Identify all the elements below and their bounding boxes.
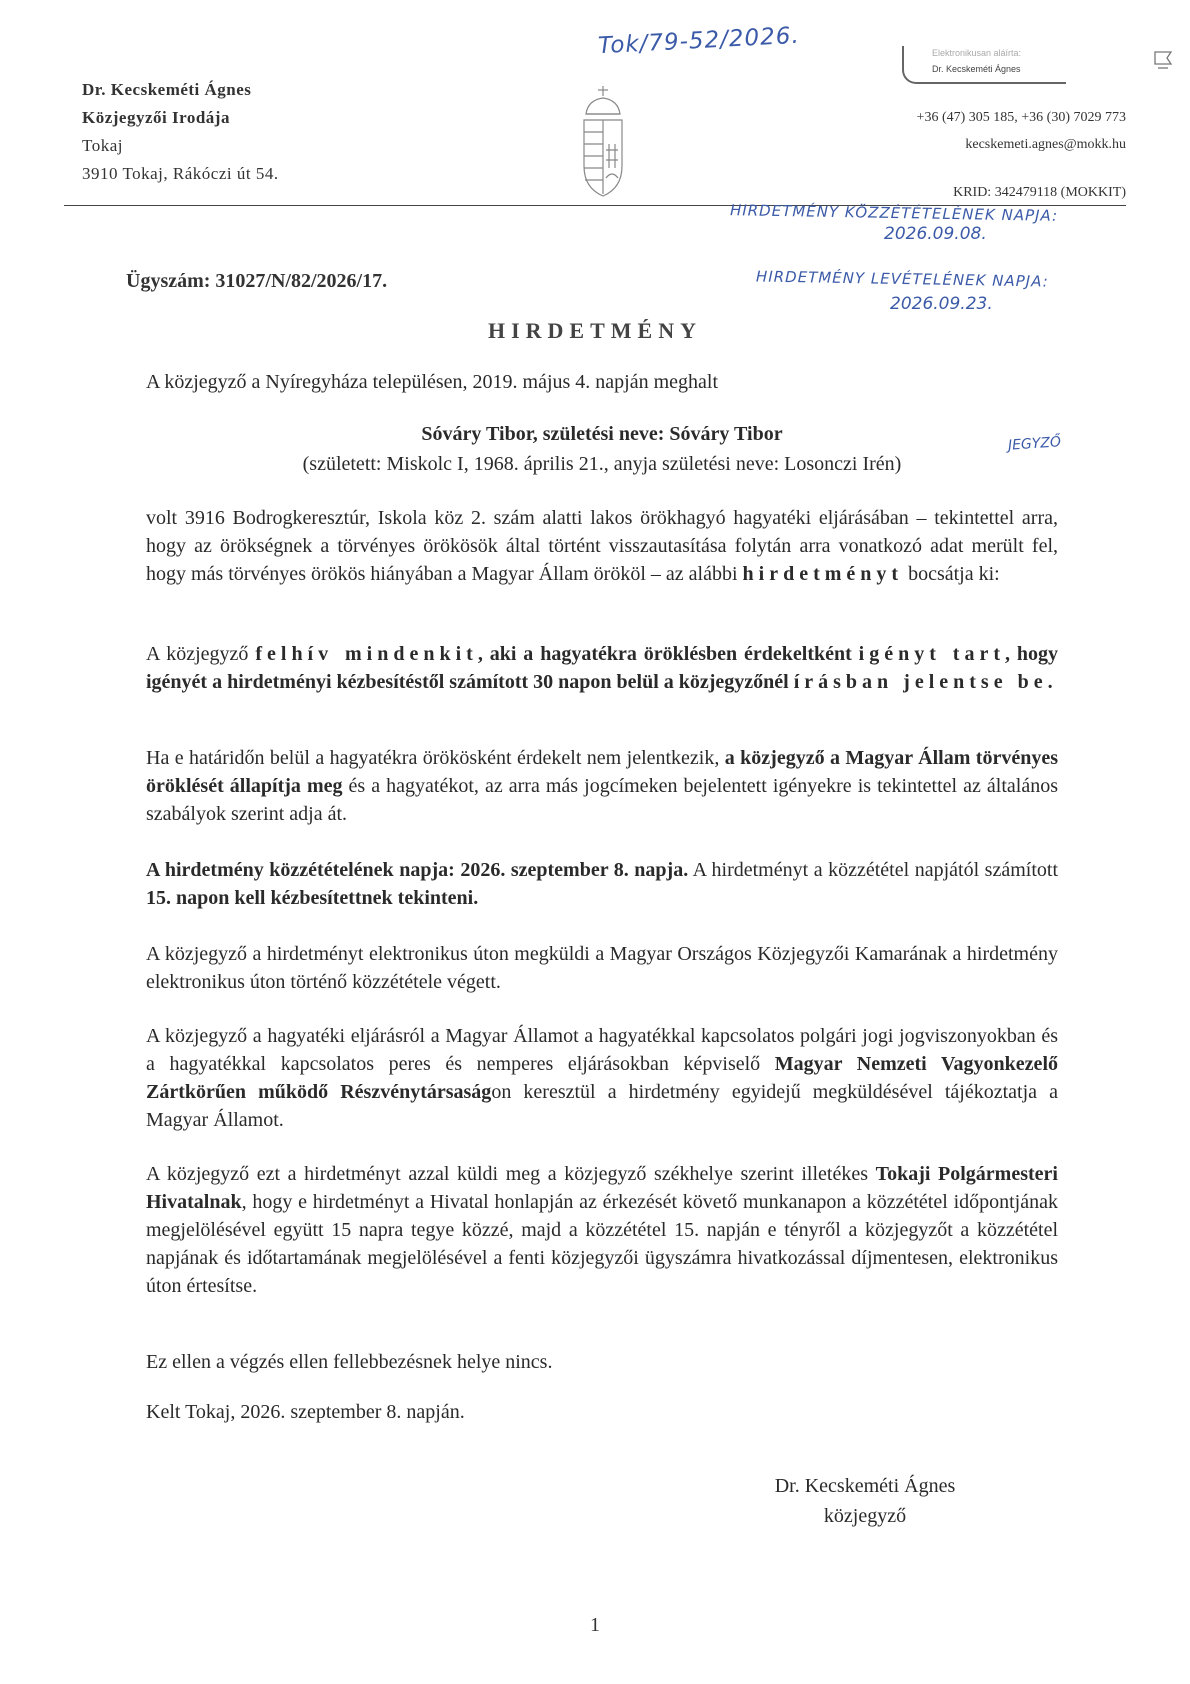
signature-name: Dr. Kecskeméti Ágnes	[932, 64, 1021, 74]
corner-stamp-icon	[1152, 48, 1174, 72]
intro-line: A közjegyző a Nyíregyháza településen, 2019. május 4. napján meghalt	[146, 371, 719, 393]
office-city: Tokaj	[82, 136, 123, 155]
p4-bold: 15. napon kell kézbesítettnek tekinteni.	[146, 887, 479, 909]
p2-emphasis-claim: igényt tart	[858, 643, 1005, 665]
publication-date-statement: A hirdetmény közzétételének napja: 2026. szeptember 8. napja.	[146, 859, 689, 881]
handwritten-removal-label: HIRDETMÉNY LEVÉTELÉNEK NAPJA:	[755, 267, 1049, 291]
page-number: 1	[590, 1614, 600, 1636]
handwritten-note: JEGYZŐ	[1007, 434, 1062, 454]
deceased-name: Sóváry Tibor, születési neve: Sóváry Tibor	[421, 423, 783, 445]
signer-name: Dr. Kecskeméti Ágnes	[774, 1475, 956, 1497]
handwritten-removal-date: 2026.09.23.	[890, 294, 993, 314]
electronic-signature-stamp	[902, 46, 1066, 84]
case-number: Ügyszám: 31027/N/82/2026/17.	[126, 270, 388, 292]
office-letterhead	[82, 76, 279, 188]
paragraph-2	[146, 640, 1058, 696]
p1-emphasis: hirdetményt	[742, 563, 904, 585]
office-department: Közjegyzői Irodája	[82, 108, 230, 127]
office-address: 3910 Tokaj, Rákóczi út 54.	[82, 164, 279, 183]
handwritten-publication-label: HIRDETMÉNY KÖZZÉTÉTELÉNEK NAPJA:	[729, 201, 1059, 225]
paragraph-3	[146, 744, 1058, 828]
paragraph-5: A közjegyző a hirdetményt elektronikus úton megküldi a Magyar Országos Közjegyzői Kamarának a hirdetmény elektronikus úton történő közzététele végett.	[146, 943, 1058, 993]
p4-text: A hirdetményt a közzététel napjától számított	[688, 859, 1058, 881]
p3-tail: és a hagyatékot, az arra más jogcímeken bejelentett igényekre is tekintettel az általános szabályok szerint adja át.	[146, 775, 1058, 825]
office-name: Dr. Kecskeméti Ágnes	[82, 80, 252, 99]
contact-block	[917, 104, 1126, 158]
p2-emphasis-written: írásban jelentse be.	[793, 671, 1058, 693]
deceased-birth-details: (született: Miskolc I, 1968. április 21., anyja születési neve: Losonczi Irén)	[302, 453, 902, 475]
phone-numbers: +36 (47) 305 185, +36 (30) 7029 773	[916, 110, 1126, 125]
p2-emphasis-call: felhív mindenkit	[255, 643, 478, 665]
handwritten-publication-date: 2026.09.08.	[884, 224, 987, 244]
krid-id: KRID: 342479118 (MOKKIT)	[953, 185, 1126, 200]
p3-bold: a közjegyző a Magyar Állam törvényes öröklését állapítja meg	[146, 747, 1058, 797]
p1-text: volt 3916 Bodrogkeresztúr, Iskola köz 2. szám alatti lakos örökhagyó hagyatéki eljárásában – tekintettel arra, hogy az örökségnek a törvényes örökösök által történt visszautasítása folytán arra vonatkozó adat merült fel, hogy más törvényes örökös hiányában a Magyar Állam örököl – az alábbi	[146, 507, 1058, 585]
p2-bold-deadline: , hogy igényét a hirdetményi kézbesítéstől számított 30 napon belül a közjegyzőnél	[146, 643, 1059, 693]
p6-text: A közjegyző a hagyatéki eljárásról a Magyar Államot a hagyatékkal kapcsolatos polgári jogi jogviszonyokban és a hagyatékkal kapcsolatos peres és nemperes eljárásokban képviselő	[146, 1025, 1058, 1075]
document-title: HIRDETMÉNY	[487, 318, 702, 343]
email-address: kecskemeti.agnes@mokk.hu	[965, 137, 1126, 152]
p7-tail: , hogy e hirdetményt a Hivatal honlapján az érkezését követő munkanapon a közzététel időpontjának megjelölésével együtt 15 napra tegye közzé, majd a közzététel 15. napján e tényről a közjegyzőt a közzététel napjának és időtartamának megjelölésével a fenti közjegyzői ügyszámra hivatkozással díjmentesen, elektronikus úton értesítse.	[146, 1191, 1058, 1297]
p6-bold: Magyar Nemzeti Vagyonkezelő Zártkörűen működő Részvénytársaság	[146, 1053, 1058, 1103]
appeal-notice: Ez ellen a végzés ellen fellebbezésnek helye nincs.	[146, 1351, 553, 1373]
coat-of-arms-icon	[578, 84, 628, 200]
p6-tail: on keresztül a hirdetmény egyidejű megküldésével tájékoztatja a Magyar Államot.	[146, 1081, 1058, 1131]
paragraph-4	[146, 856, 1058, 912]
p7-text: A közjegyző ezt a hirdetményt azzal küldi meg a közjegyző székhelye szerint illetékes	[146, 1163, 876, 1185]
p2-text: A közjegyző	[146, 643, 256, 665]
date-place-line: Kelt Tokaj, 2026. szeptember 8. napján.	[146, 1401, 465, 1423]
paragraph-6	[146, 1022, 1058, 1134]
handwritten-reference: Tok/79-52/2026.	[597, 22, 801, 60]
paragraph-1	[146, 504, 1058, 588]
p7-bold: Tokaji Polgármesteri Hivatalnak	[146, 1163, 1058, 1213]
p1-tail: bocsátja ki:	[903, 563, 1000, 585]
p3-text: Ha e határidőn belül a hagyatékra örökösként érdekelt nem jelentkezik,	[146, 747, 725, 769]
signer-title: közjegyző	[823, 1505, 907, 1527]
signature-label: Elektronikusan aláírta:	[932, 48, 1022, 58]
paragraph-7	[146, 1160, 1058, 1300]
p2-bold: , aki a hagyatékra öröklésben érdekeltként	[477, 643, 859, 665]
